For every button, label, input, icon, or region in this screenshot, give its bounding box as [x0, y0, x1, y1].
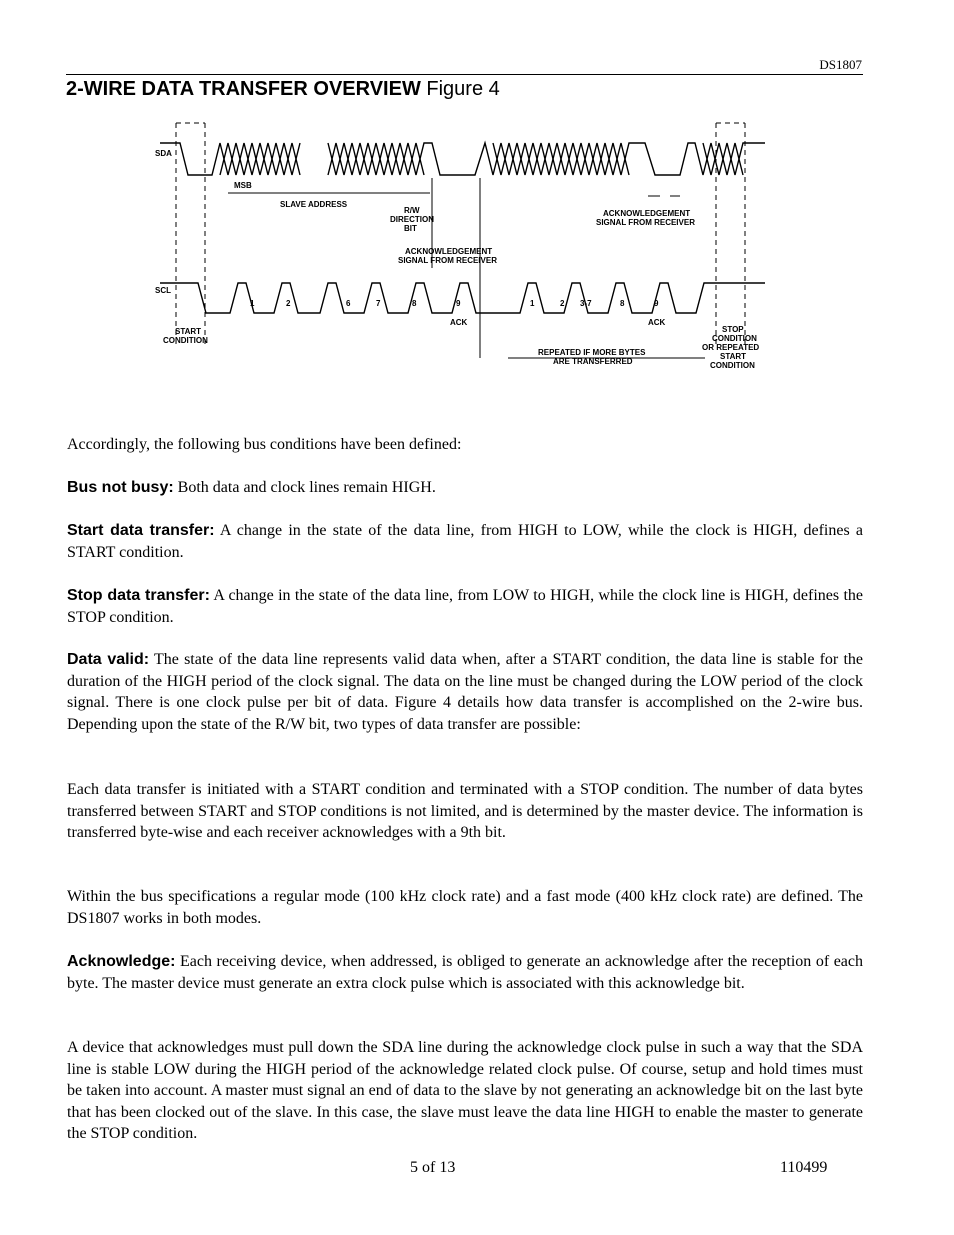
page-number: 5 of 13	[410, 1159, 456, 1176]
ack-signal-b-line-1: ACKNOWLEDGEMENT	[603, 209, 691, 218]
term-start-transfer: Start data transfer:	[67, 522, 215, 539]
stop-label-3: OR REPEATED	[702, 343, 760, 352]
repeated-label-1: REPEATED IF MORE BYTES	[538, 348, 646, 357]
clock-number: 8	[412, 299, 417, 308]
stop-label-1: STOP	[722, 325, 744, 334]
paragraph-data-valid	[67, 649, 863, 735]
paragraph-start-transfer	[67, 520, 863, 563]
section-title-bold: 2-WIRE DATA TRANSFER OVERVIEW	[66, 78, 421, 100]
term-stop-transfer: Stop data transfer:	[67, 587, 210, 604]
ack-label-1: ACK	[450, 318, 468, 327]
section-title	[66, 78, 500, 101]
ack-signal-a-line-2: SIGNAL FROM RECEIVER	[398, 256, 497, 265]
sda-label: SDA	[155, 149, 172, 158]
paragraph-modes: Within the bus specifications a regular mode (100 kHz clock rate) and a fast mode (400 kHz clock rate) are defined. The DS1807 works in both modes.	[67, 888, 863, 927]
clock-number: 6	[346, 299, 351, 308]
clock-number: 2	[286, 299, 291, 308]
rw-label-2: DIRECTION	[390, 215, 434, 224]
document-code: 110499	[780, 1159, 828, 1176]
text-data-valid: The state of the data line represents valid data when, after a START condition, the data line is stable for the duration of the HIGH period of the clock signal. The data on the line must be changed during the LOW period of the clock signal. There is one clock pulse per bit of data. Figure 4 details how data transfer is accomplished on the 2-wire bus. Depending upon the state of the R/W bit, two types of data transfer are possible:	[67, 651, 863, 733]
slave-address-label: SLAVE ADDRESS	[280, 200, 348, 209]
clock-number: 1	[250, 299, 255, 308]
paragraph-intro: Accordingly, the following bus conditions have been defined:	[67, 436, 462, 453]
clock-number: 9	[654, 299, 659, 308]
msb-label: MSB	[234, 181, 252, 190]
paragraph-acknowledge	[67, 951, 863, 994]
clock-number: 7	[376, 299, 381, 308]
text-bus-not-busy: Both data and clock lines remain HIGH.	[173, 479, 436, 496]
stop-label-5: CONDITION	[710, 361, 755, 370]
clock-number: 1	[530, 299, 535, 308]
rw-label-1: R/W	[404, 206, 420, 215]
paragraph-each-transfer: Each data transfer is initiated with a START condition and terminated with a STOP condition. The number of data bytes transferred between START and STOP conditions is not limited, and is determined by the master device. The information is transferred byte-wise and each receiver acknowledges with a 9th bit.	[67, 781, 863, 841]
clock-number: 9	[456, 299, 461, 308]
clock-number: 2	[560, 299, 565, 308]
term-bus-not-busy: Bus not busy:	[67, 479, 174, 496]
term-acknowledge: Acknowledge:	[67, 953, 176, 970]
clock-number: 3-7	[580, 299, 592, 308]
paragraph-stop-transfer	[67, 585, 863, 628]
ack-signal-b-line-2: SIGNAL FROM RECEIVER	[596, 218, 695, 227]
text-acknowledge: Each receiving device, when addressed, is obliged to generate an acknowledge after the reception of each byte. The master device must generate an extra clock pulse which is associated with this acknowledge bit.	[67, 953, 863, 992]
text-stop-transfer: A change in the state of the data line, from LOW to HIGH, while the clock line is HIGH, defines the STOP condition.	[67, 587, 864, 626]
start-label-2: CONDITION	[163, 336, 208, 345]
document-id: DS1807	[819, 57, 862, 72]
start-label-1: START	[175, 327, 202, 336]
timing-diagram	[150, 118, 780, 378]
repeated-label-2: ARE TRANSFERRED	[553, 357, 633, 366]
header-rule	[66, 74, 863, 75]
term-data-valid: Data valid:	[67, 651, 150, 668]
stop-label-2: CONDITION	[712, 334, 757, 343]
section-title-figure: Figure 4	[426, 78, 500, 100]
text-start-transfer: A change in the state of the data line, from HIGH to LOW, while the clock is HIGH, defines a START condition.	[67, 522, 863, 561]
paragraph-ack-device: A device that acknowledges must pull down the SDA line during the acknowledge clock pulse in such a way that the SDA line is stable LOW during the HIGH period of the acknowledge related clock pulse. Of course, setup and hold times must be taken into account. A master must signal an end of data to the slave by not generating an acknowledge bit on the last byte that has been clocked out of the slave. In this case, the slave must leave the data line HIGH to enable the master to generate the STOP condition.	[67, 1039, 863, 1142]
ack-label-2: ACK	[648, 318, 666, 327]
clock-number: 8	[620, 299, 625, 308]
rw-label-3: BIT	[404, 224, 417, 233]
paragraph-bus-not-busy	[67, 477, 863, 499]
ack-signal-a-line-1: ACKNOWLEDGEMENT	[405, 247, 493, 256]
stop-label-4: START	[720, 352, 747, 361]
scl-label: SCL	[155, 286, 171, 295]
